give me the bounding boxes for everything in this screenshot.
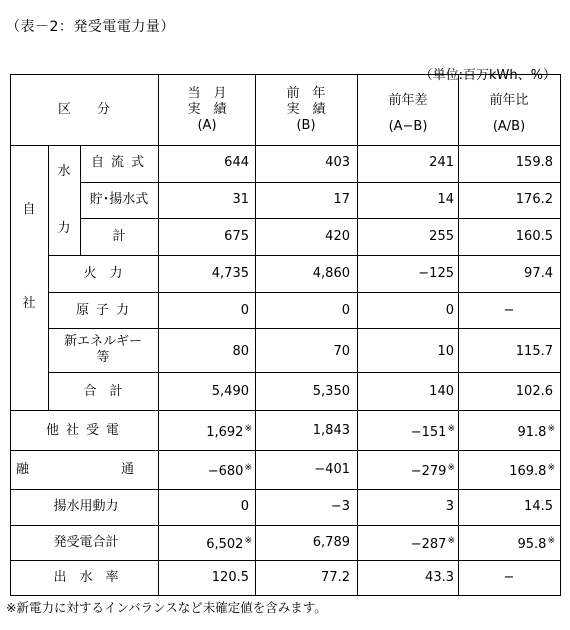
cell-current: 675: [224, 229, 249, 244]
cell-current: 31: [232, 192, 249, 207]
cell-ratio: −: [503, 303, 515, 318]
cell-value: 91.8: [517, 425, 547, 440]
cell-previous: 70: [333, 344, 350, 359]
row-label: 発受電合計: [53, 535, 119, 550]
group-label-chikara: 力: [57, 221, 71, 236]
cell-current: 4,735: [211, 266, 249, 281]
cell-previous: 77.2: [321, 570, 350, 585]
cell-ratio: 14.5: [524, 499, 553, 514]
cell-ratio: 115.7: [515, 344, 553, 359]
cell-current: 5,490: [211, 384, 249, 399]
row-label: 火 力: [83, 266, 123, 281]
footnote-mark: ※: [244, 424, 252, 434]
cell-previous: 0: [341, 303, 350, 318]
cell-previous: 17: [333, 192, 350, 207]
header-ratio-line2: (A/B): [492, 119, 526, 134]
footnote-mark: ※: [244, 536, 252, 546]
cell-previous: −3: [330, 499, 350, 514]
cell-previous: 1,843: [312, 423, 350, 438]
footnote-mark: ※: [447, 463, 455, 473]
cell-previous: 6,789: [312, 535, 350, 550]
cell-previous: 4,860: [312, 266, 350, 281]
cell-current: 120.5: [211, 570, 249, 585]
cell-current: [206, 533, 252, 553]
header-previous-year-line3: (B): [296, 118, 316, 133]
cell-ratio: [518, 421, 556, 441]
row-label: 揚水用動力: [53, 499, 119, 514]
group-label-ji: 自: [22, 202, 36, 217]
header-current-month-line3: (A): [197, 118, 217, 133]
cell-ratio: −: [503, 570, 515, 585]
footnote-mark: ※: [447, 424, 455, 434]
cell-difference: 241: [429, 155, 454, 170]
row-label: 出 水 率: [53, 570, 119, 585]
header-difference-line1: 前年差: [388, 93, 428, 108]
row-label: [64, 334, 142, 366]
unit-note: （単位:百万kWh、%）: [419, 68, 556, 83]
cell-previous: −401: [314, 462, 350, 477]
cell-difference: 43.3: [425, 570, 454, 585]
cell-value: −287: [410, 537, 447, 552]
cell-value: 1,692: [206, 425, 244, 440]
header-ratio-line1: 前年比: [489, 93, 529, 108]
footnote-mark: ※: [447, 536, 455, 546]
cell-difference: −125: [418, 266, 454, 281]
header-current-month-line2: 実 績: [187, 102, 227, 117]
row-label: 合 計: [83, 384, 123, 399]
cell-value: 169.8: [509, 464, 547, 479]
footnote-mark: ※: [547, 424, 555, 434]
row-label: 他社受電: [45, 423, 127, 438]
footnote-mark: ※: [547, 463, 555, 473]
row-label: 計: [112, 229, 126, 244]
cell-difference: 10: [437, 344, 454, 359]
row-label: 原子力: [75, 303, 137, 318]
cell-difference: 3: [445, 499, 454, 514]
cell-current: 80: [232, 344, 249, 359]
row-label-line2: 等: [96, 350, 110, 365]
cell-current: 644: [224, 155, 249, 170]
cell-current: 0: [240, 303, 249, 318]
cell-difference: 140: [429, 384, 454, 399]
footnote-mark: ※: [547, 536, 555, 546]
header-previous-year-line1: 前 年: [286, 86, 326, 101]
header-kubun: 区 分: [57, 102, 111, 117]
cell-ratio: 176.2: [515, 192, 553, 207]
cell-value: −680: [207, 464, 244, 479]
cell-previous: 5,350: [312, 384, 350, 399]
cell-difference: [411, 460, 455, 480]
cell-ratio: 97.4: [524, 266, 553, 281]
cell-difference: [411, 421, 455, 441]
row-label: 自流式: [90, 155, 152, 170]
group-label-sha: 社: [22, 296, 36, 311]
cell-value: −151: [410, 425, 447, 440]
header-current-month-line1: 当 月: [187, 86, 227, 101]
header-current-month: [187, 86, 226, 134]
header-previous-year-line2: 実 績: [286, 102, 326, 117]
table-title: （表－2：発受電電力量）: [6, 19, 175, 35]
header-difference-line2: (A−B): [388, 119, 428, 134]
cell-current: [208, 460, 252, 480]
cell-difference: 255: [429, 229, 454, 244]
cell-ratio: 159.8: [515, 155, 553, 170]
cell-previous: 420: [325, 229, 350, 244]
header-difference: [388, 93, 427, 135]
row-label: 貯･揚水式: [89, 192, 149, 207]
cell-difference: [411, 533, 455, 553]
row-label-line1: 新エネルギー: [63, 334, 143, 349]
cell-current: 0: [240, 499, 249, 514]
cell-previous: 403: [325, 155, 350, 170]
cell-ratio: 160.5: [515, 229, 553, 244]
cell-value: −279: [410, 464, 447, 479]
row-label: 融 通: [15, 462, 157, 477]
footnote: ※新電力に対するインバランスなど未確定値を含みます。: [6, 600, 327, 615]
cell-difference: 0: [445, 303, 454, 318]
cell-difference: 14: [437, 192, 454, 207]
cell-current: [206, 421, 252, 441]
cell-value: 6,502: [206, 537, 244, 552]
header-ratio: [489, 93, 528, 135]
cell-ratio: [509, 460, 555, 480]
cell-value: 95.8: [517, 537, 547, 552]
header-previous-year: [286, 86, 325, 134]
group-label-mizu: 水: [57, 164, 71, 179]
cell-ratio: 102.6: [515, 384, 553, 399]
cell-ratio: [518, 533, 556, 553]
footnote-mark: ※: [244, 463, 252, 473]
